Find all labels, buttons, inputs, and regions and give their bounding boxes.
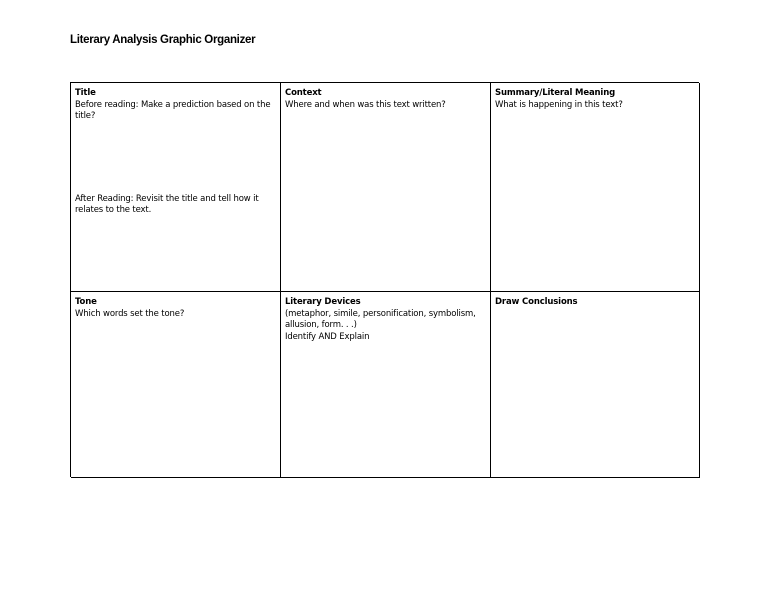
cell-heading-tone: Tone (75, 297, 97, 307)
before-reading-prompt: Before reading: Make a prediction based on the title? (75, 99, 271, 121)
literary-devices-examples: (metaphor, simile, personification, symbolism, allusion, form. . .) (285, 308, 476, 330)
cell-context[interactable] (281, 83, 491, 292)
organizer-table (70, 82, 699, 477)
cell-heading-conclusions: Draw Conclusions (495, 297, 578, 307)
context-prompt: Where and when was this text written? (285, 99, 446, 110)
cell-heading-title: Title (75, 88, 96, 98)
cell-title[interactable] (71, 83, 281, 292)
summary-prompt: What is happening in this text? (495, 99, 623, 110)
literary-devices-instruction: Identify AND Explain (285, 331, 370, 342)
cell-literary-devices[interactable] (281, 292, 491, 478)
cell-heading-summary: Summary/Literal Meaning (495, 88, 616, 98)
cell-heading-literary-devices: Literary Devices (285, 297, 361, 307)
tone-prompt: Which words set the tone? (75, 308, 185, 319)
cell-tone[interactable] (71, 292, 281, 478)
cell-summary[interactable] (491, 83, 700, 292)
after-reading-prompt: After Reading: Revisit the title and tell how it relates to the text. (75, 193, 259, 215)
cell-conclusions[interactable] (491, 292, 700, 478)
cell-heading-context: Context (285, 88, 322, 98)
page-title: Literary Analysis Graphic Organizer (70, 34, 256, 46)
